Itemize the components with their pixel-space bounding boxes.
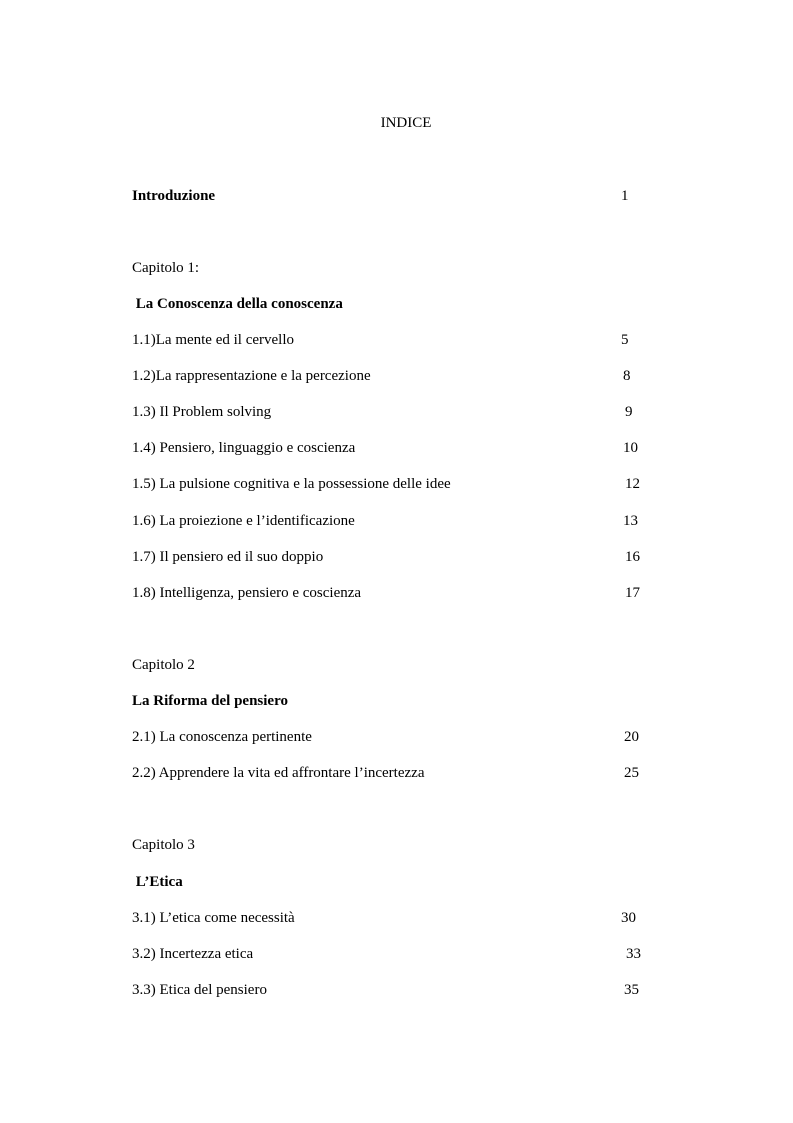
toc-entry-text: 1.1)La mente ed il cervello xyxy=(132,332,295,348)
toc-entry-text: Capitolo 2 xyxy=(132,657,195,673)
toc-entry-page: 10 xyxy=(623,440,638,456)
toc-entry xyxy=(132,511,652,531)
toc-entry-text: 2.1) La conoscenza pertinente xyxy=(132,729,312,745)
toc-entry-page: 1 xyxy=(621,188,629,204)
toc-entry-page: 8 xyxy=(623,368,631,384)
toc-entry-text: 1.8) Intelligenza, pensiero e coscienza xyxy=(132,585,362,601)
toc-entry-text: La Conoscenza della conoscenza xyxy=(132,296,343,312)
toc-entry xyxy=(132,583,652,603)
chapter-heading-1 xyxy=(132,258,652,278)
toc-entry-page: 33 xyxy=(626,946,641,962)
toc-entry-text: 3.2) Incertezza etica xyxy=(132,946,254,962)
chapter-heading-2 xyxy=(132,655,652,675)
toc-entry xyxy=(132,944,652,964)
toc-entry-text: Capitolo 1: xyxy=(132,260,200,276)
toc-entry xyxy=(132,330,652,350)
toc-entry-text: 1.5) La pulsione cognitiva e la possessione delle idee xyxy=(132,476,451,492)
toc-entry-text: 1.6) La proiezione e l’identificazione xyxy=(132,513,355,529)
toc-entry-page: 5 xyxy=(621,332,629,348)
toc-entry xyxy=(132,763,652,783)
toc-entry-introduzione xyxy=(132,186,652,206)
toc-entry-page: 17 xyxy=(625,585,640,601)
toc-entry-text: 3.3) Etica del pensiero xyxy=(132,982,267,998)
toc-entry xyxy=(132,402,652,422)
toc-entry-page: 12 xyxy=(625,476,640,492)
toc-entry-text: 1.7) Il pensiero ed il suo doppio xyxy=(132,549,324,565)
toc-entry-text: 3.1) L’etica come necessità xyxy=(132,910,295,926)
toc-entry-page: 13 xyxy=(623,513,638,529)
toc-entry xyxy=(132,438,652,458)
toc-entry-page: 35 xyxy=(624,982,639,998)
toc-entry-text: Introduzione xyxy=(132,188,216,204)
toc-entry xyxy=(132,366,652,386)
toc-entry-text: La Riforma del pensiero xyxy=(132,693,288,709)
toc-entry-page: 9 xyxy=(625,404,633,420)
toc-entry xyxy=(132,980,652,1000)
toc-entry-page: 30 xyxy=(621,910,636,926)
toc-entry-text: Capitolo 3 xyxy=(132,837,195,853)
chapter-title-3 xyxy=(132,872,652,892)
toc-entry-page: 16 xyxy=(625,549,640,565)
toc-entry xyxy=(132,547,652,567)
page-title: INDICE xyxy=(380,115,432,131)
toc-entry-page: 20 xyxy=(624,729,639,745)
toc-entry xyxy=(132,908,652,928)
toc-entry-page: 25 xyxy=(624,765,639,781)
toc-entry-text: 2.2) Apprendere la vita ed affrontare l’incertezza xyxy=(132,765,425,781)
toc-entry-text: 1.2)La rappresentazione e la percezione xyxy=(132,368,371,384)
chapter-title-1 xyxy=(132,294,652,314)
toc-entry-text: 1.3) Il Problem solving xyxy=(132,404,272,420)
chapter-title-2 xyxy=(132,691,652,711)
toc-entry xyxy=(132,474,652,494)
toc-entry-text: L’Etica xyxy=(132,874,183,890)
toc-entry xyxy=(132,727,652,747)
toc-entry-text: 1.4) Pensiero, linguaggio e coscienza xyxy=(132,440,356,456)
chapter-heading-3 xyxy=(132,835,652,855)
